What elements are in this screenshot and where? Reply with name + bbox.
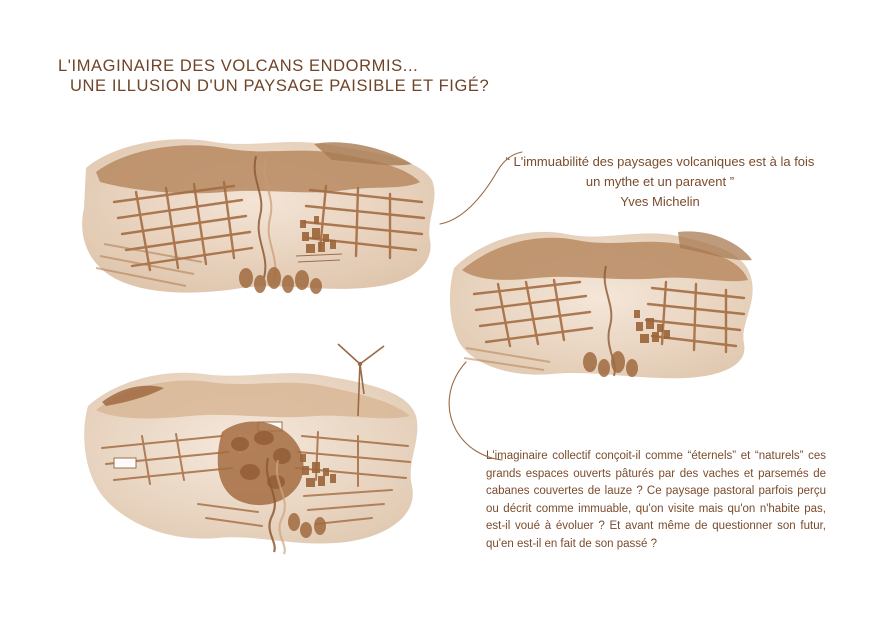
page-title bbox=[58, 56, 578, 96]
body-paragraph: L'imaginaire collectif conçoit-il comme “éternels” et “naturels” ces grands espaces ouverts pâturés par des vaches et parsemés de cabanes couvertes de lauze ? Ce paysage pastoral parfois perçu ou décrit comme immuable, qu'on visite mais qu'on n'habite pas, est-il voué à évoluer ? Et avant même de questionner son futur, qu'en est-il en fait de son passé ? bbox=[486, 450, 826, 550]
quote-author: Yves Michelin bbox=[620, 194, 700, 209]
title-line-2: UNE ILLUSION D'UN PAYSAGE PAISIBLE ET FIGÉ? bbox=[70, 77, 490, 95]
quote-text: “ L'immuabilité des paysages volcaniques est à la fois un mythe et un paravent ” bbox=[505, 154, 815, 189]
illustration-bottom bbox=[72, 340, 442, 560]
title-line-1: L'IMAGINAIRE DES VOLCANS ENDORMIS... bbox=[58, 57, 419, 75]
illustration-right bbox=[440, 212, 760, 402]
illustration-top-left bbox=[74, 128, 444, 318]
quote-block bbox=[500, 152, 820, 212]
